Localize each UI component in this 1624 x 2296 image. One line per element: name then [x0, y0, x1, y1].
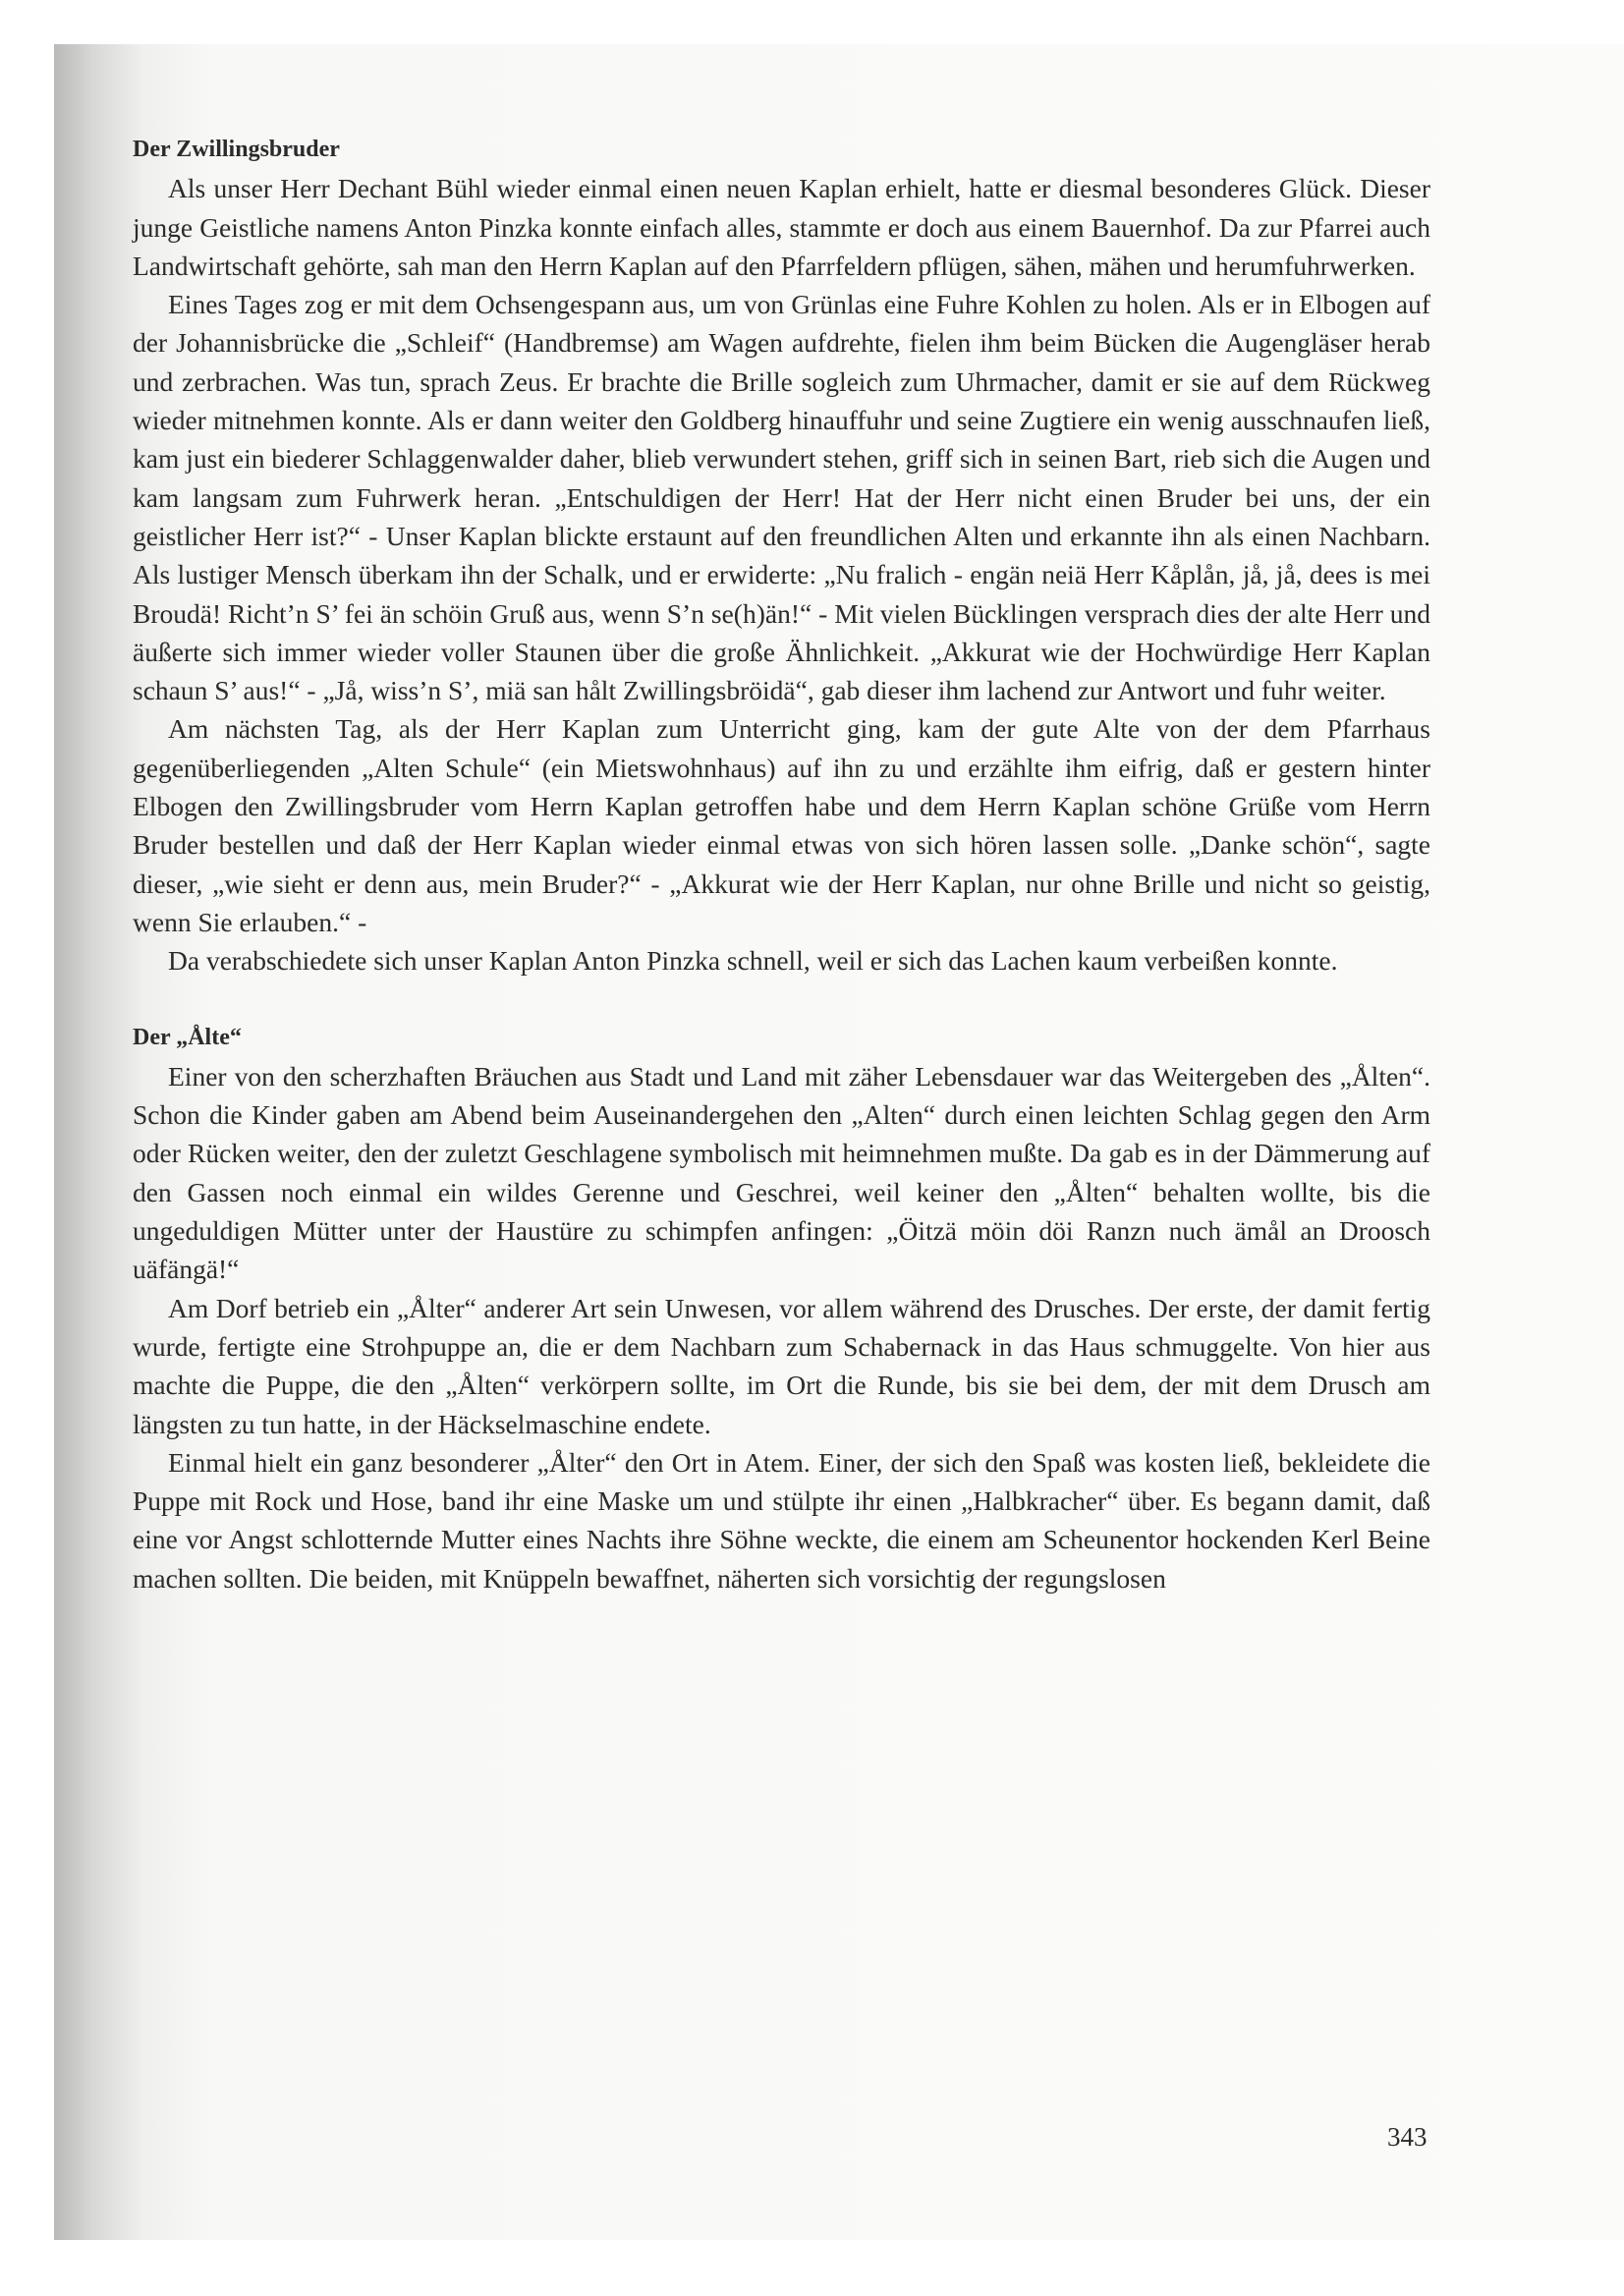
paragraph: Als unser Herr Dechant Bühl wieder einmal einen neuen Kaplan erhielt, hatte er diesmal besonderes Glück. Dieser junge Geistliche namens Anton Pinzka konnte einfach alles, stammte er doch aus einem Bauernhof. Da zur Pfarrei auch Landwirtschaft gehörte, sah man den Herrn Kaplan auf den Pfarrfeldern pflügen, sähen, mähen und herumfuhrwerken. [133, 173, 1430, 281]
paragraph: Da verabschiedete sich unser Kaplan Anton Pinzka schnell, weil er sich das Lachen kaum verbeißen konnte. [168, 945, 1338, 977]
paragraph: Am Dorf betrieb ein „Ålter“ anderer Art sein Unwesen, vor allem während des Drusches. Der erste, der damit fertig wurde, fertigte eine Strohpuppe an, die er dem Nachbarn zum Schabernack in das Haus schmuggelte. Von hier aus machte die Puppe, die den „Ålten“ verkörpern sollte, im Ort die Runde, bis sie bei dem, der mit dem Drusch am längsten zu tun hatte, in der Häckselmaschine endete. [133, 1292, 1430, 1439]
book-page [54, 44, 1624, 2240]
paragraph: Eines Tages zog er mit dem Ochsengespann aus, um von Grünlas eine Fuhre Kohlen zu holen. Als er in Elbogen auf der Johannisbrücke die „Schleif“ (Handbremse) am Wagen aufdrehte, fielen ihm beim Bücken die Augengläser herab und zerbrachen. Was tun, sprach Zeus. Er brachte die Brille sogleich zum Uhrmacher, damit er sie auf dem Rückweg wieder mitnehmen konnte. Als er dann weiter den Goldberg hinauffuhr und seine Zugtiere ein wenig ausschnaufen ließ, kam just ein biederer Schlaggenwalder daher, blieb verwundert stehen, griff sich in seinen Bart, rieb sich die Augen und kam langsam zum Fuhrwerk heran. „Entschuldigen der Herr! Hat der Herr nicht einen Bruder bei uns, der ein geistlicher Herr ist?“ - Unser Kaplan blickte erstaunt auf den freundlichen Alten und erkannte ihn als einen Nachbarn. Als lustiger Mensch überkam ihn der Schalk, und er erwiderte: „Nu fralich - engän neiä Herr Kåplån, jå, jå, dees is mei Broudä! Richt’n S’ fei än schöin Gruß aus, wenn S’n se(h)än!“ - Mit vielen Bücklingen versprach dies der alte Herr und äußerte sich immer wieder voller Staunen über die große Ähnlichkeit. „Akkurat wie der Hochwürdige Herr Kaplan schaun S’ aus!“ - „Jå, wiss’n S’, miä san hålt Zwillingsbröidä“, gab dieser ihm lachend zur Antwort und fuhr weiter. [133, 289, 1430, 706]
section-heading-zwillingsbruder: Der Zwillingsbruder [133, 137, 340, 162]
page-text [133, 131, 1430, 1597]
paragraph: Am nächsten Tag, als der Herr Kaplan zum Unterricht ging, kam der gute Alte von der dem Pfarrhaus gegenüberliegenden „Alten Schule“ (ein Mietswohnhaus) auf ihn zu und erzählte ihm eifrig, daß er gestern hinter Elbogen den Zwillingsbruder vom Herrn Kaplan getroffen habe und dem Herrn Kaplan schöne Grüße vom Herrn Bruder bestellen und daß der Herr Kaplan wieder einmal etwas von sich hören lassen solle. „Danke schön“, sagte dieser, „wie sieht er denn aus, mein Bruder?“ - „Akkurat wie der Herr Kaplan, nur ohne Brille und nicht so geistig, wenn Sie erlauben.“ - [133, 713, 1430, 937]
paragraph: Einmal hielt ein ganz besonderer „Ålter“ den Ort in Atem. Einer, der sich den Spaß was kosten ließ, bekleidete die Puppe mit Rock und Hose, band ihr eine Maske um und stülpte ihr einen „Halbkracher“ über. Es begann damit, daß eine vor Angst schlotternde Mutter eines Nachts ihre Söhne weckte, die einem am Scheunentor hockenden Kerl Beine machen sollten. Die beiden, mit Knüppeln bewaffnet, näherten sich vorsichtig der regungslosen [133, 1446, 1430, 1594]
page-number: 343 [1387, 2122, 1428, 2152]
section-heading-alte: Der „Ålte“ [133, 1024, 242, 1050]
paragraph: Einer von den scherzhaften Bräuchen aus Stadt und Land mit zäher Lebensdauer war das Weitergeben des „Ålten“. Schon die Kinder gaben am Abend beim Auseinandergehen den „Alten“ durch einen leichten Schlag gegen den Arm oder Rücken weiter, den der zuletzt Geschlagene symbolisch mit heimnehmen mußte. Da gab es in der Dämmerung auf den Gassen noch einmal ein wildes Gerenne und Geschrei, weil keiner den „Ålten“ behalten wollte, bis die ungeduldigen Mütter unter der Haustüre zu schimpfen anfingen: „Öitzä möin döi Ranzn nuch ämål an Droosch uäfängä!“ [133, 1060, 1430, 1285]
